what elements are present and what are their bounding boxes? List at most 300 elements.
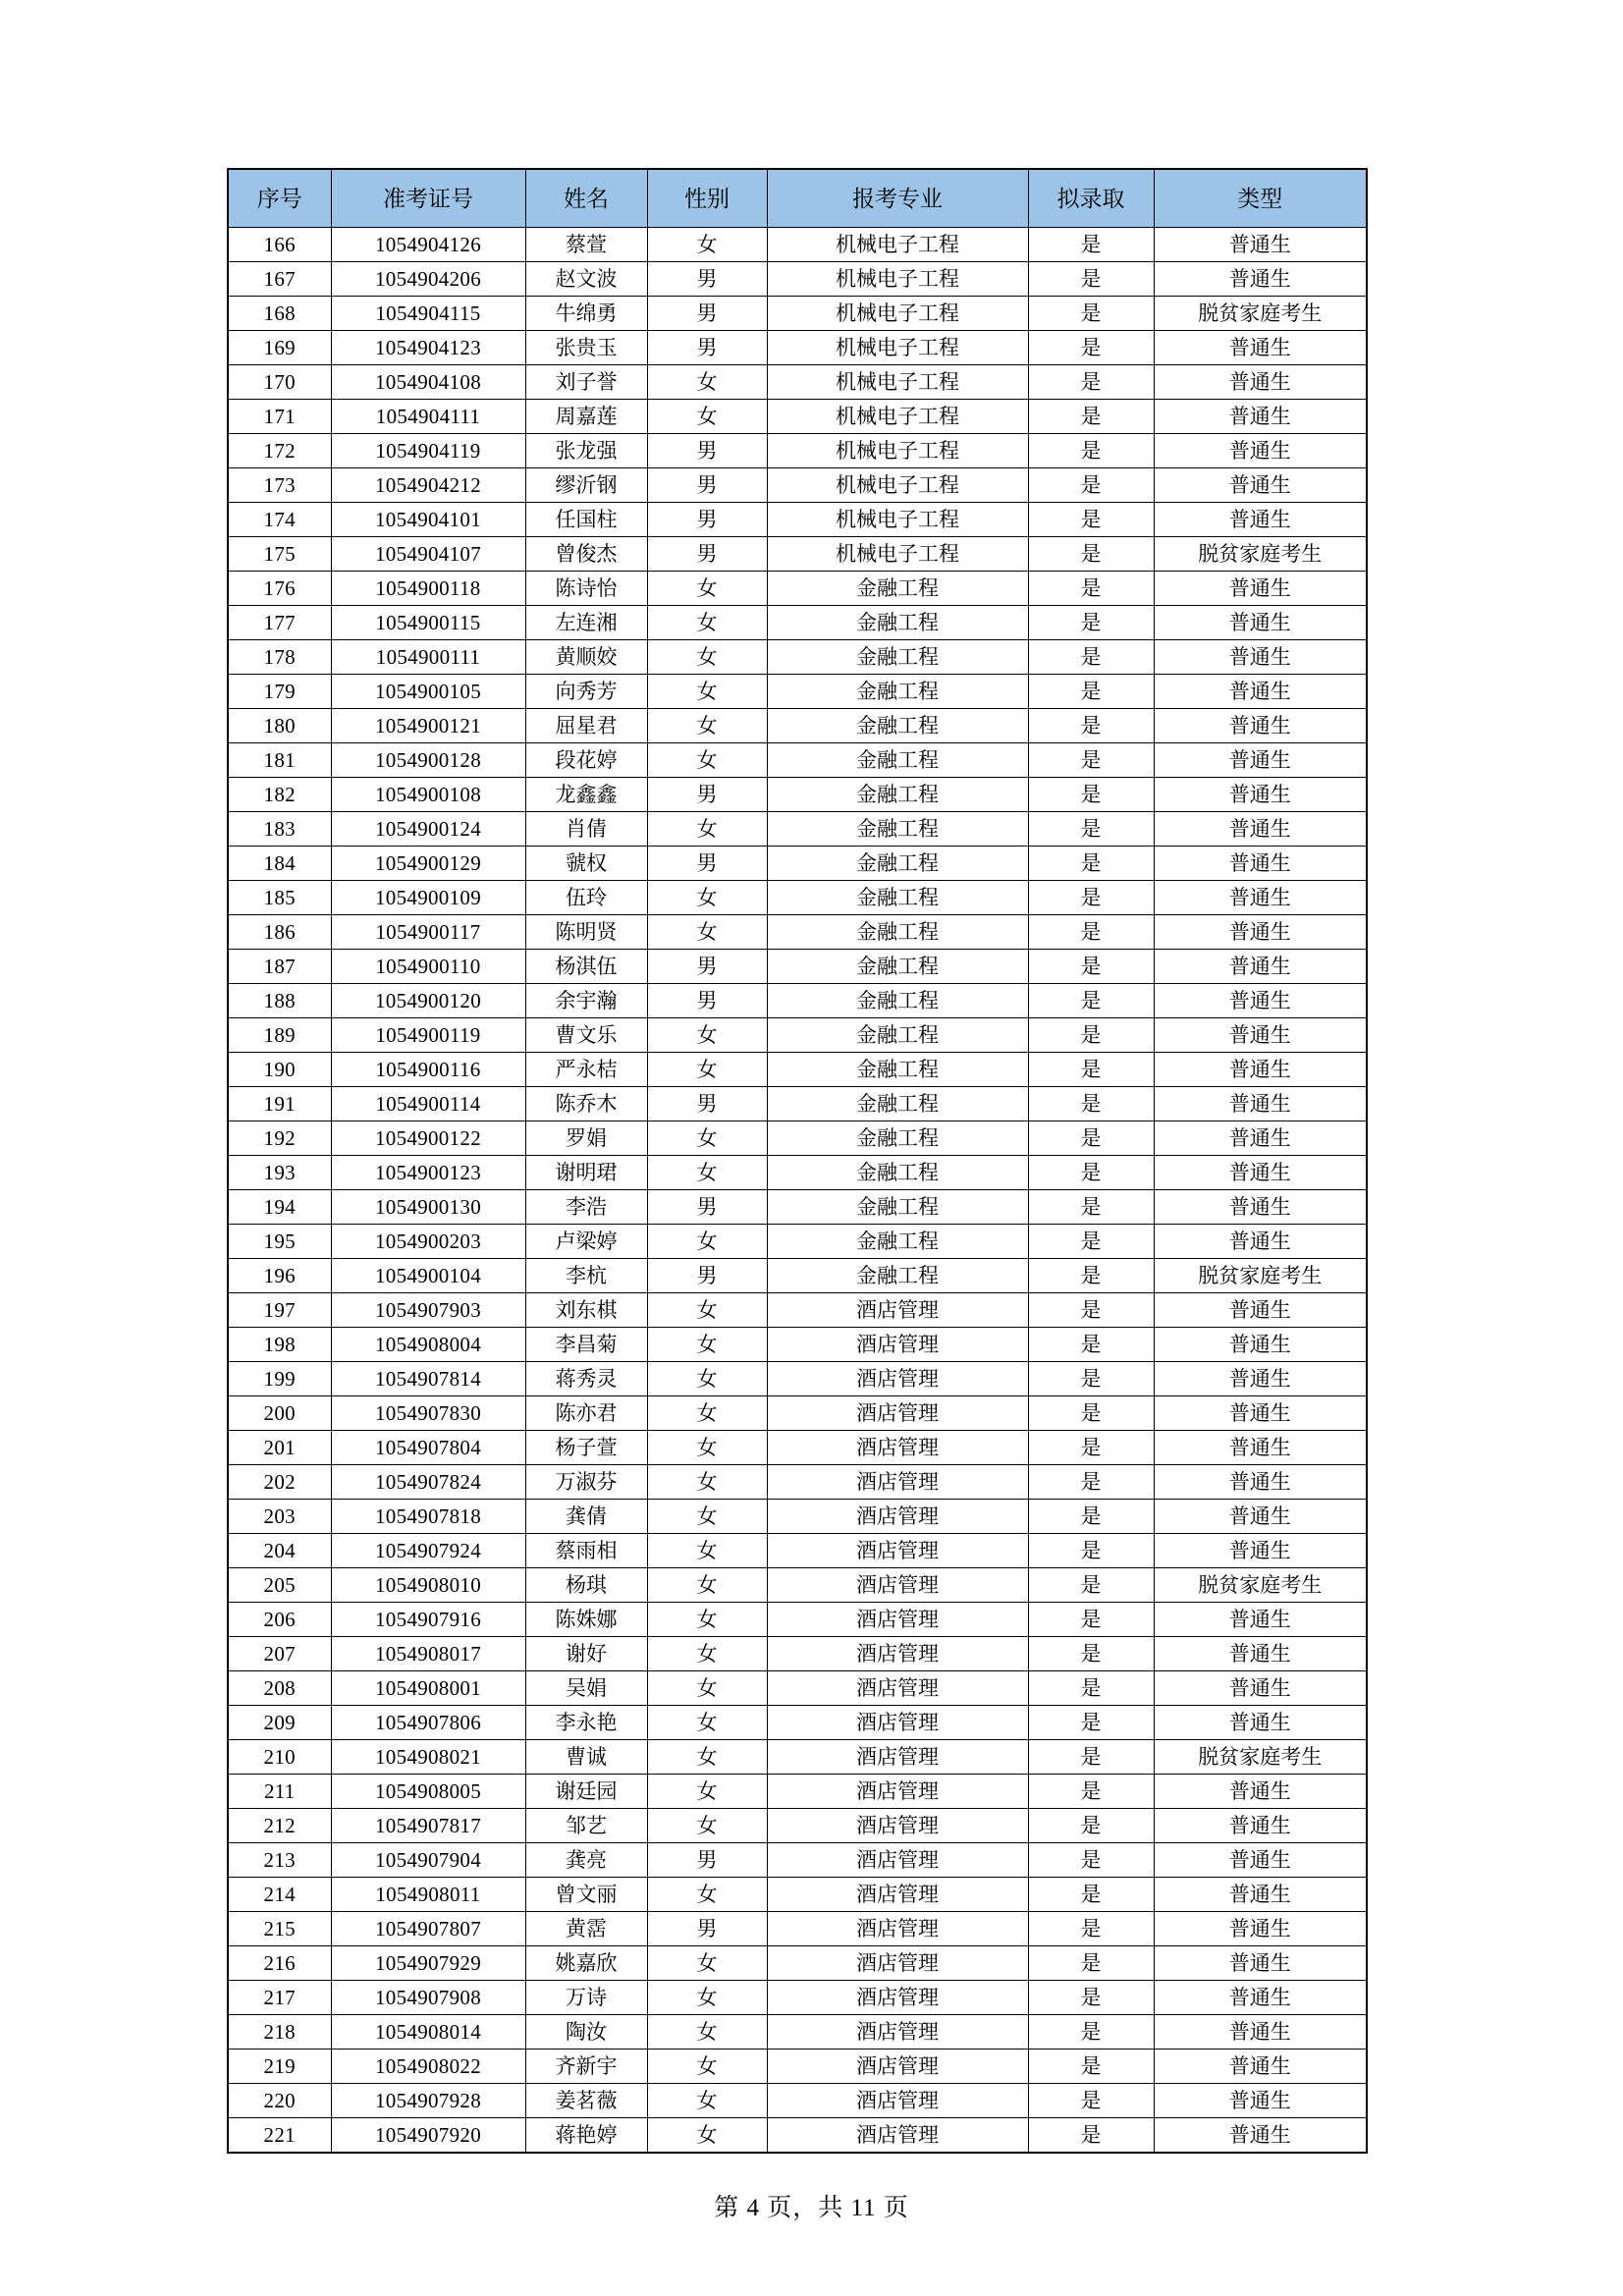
cell-type: 普通生 (1154, 400, 1367, 434)
cell-name: 严永桔 (525, 1053, 647, 1087)
cell-ticket: 1054900130 (331, 1190, 525, 1225)
table-row (228, 365, 1367, 400)
cell-major: 机械电子工程 (767, 503, 1028, 537)
table-row (228, 1775, 1367, 1809)
cell-seq: 194 (228, 1190, 331, 1225)
cell-name: 杨子萱 (525, 1431, 647, 1465)
cell-type: 脱贫家庭考生 (1154, 537, 1367, 572)
cell-type: 普通生 (1154, 1843, 1367, 1878)
table-row (228, 1637, 1367, 1671)
cell-admit: 是 (1028, 881, 1154, 915)
cell-gender: 女 (647, 1156, 767, 1190)
cell-major: 酒店管理 (767, 1500, 1028, 1534)
table-row (228, 1981, 1367, 2015)
cell-gender: 男 (647, 262, 767, 297)
cell-seq: 184 (228, 847, 331, 881)
cell-name: 陈乔木 (525, 1087, 647, 1121)
cell-admit: 是 (1028, 1362, 1154, 1396)
table-row (228, 1190, 1367, 1225)
column-header-name: 姓名 (525, 169, 647, 228)
cell-major: 酒店管理 (767, 1362, 1028, 1396)
cell-gender: 女 (647, 675, 767, 709)
cell-name: 万淑芬 (525, 1465, 647, 1500)
cell-admit: 是 (1028, 1740, 1154, 1775)
cell-admit: 是 (1028, 365, 1154, 400)
cell-ticket: 1054900108 (331, 778, 525, 812)
cell-major: 酒店管理 (767, 1809, 1028, 1843)
cell-admit: 是 (1028, 1396, 1154, 1431)
cell-name: 万诗 (525, 1981, 647, 2015)
cell-name: 刘子誉 (525, 365, 647, 400)
table-row (228, 2015, 1367, 2050)
cell-ticket: 1054900203 (331, 1225, 525, 1259)
cell-seq: 221 (228, 2118, 331, 2154)
cell-major: 酒店管理 (767, 1706, 1028, 1740)
cell-gender: 男 (647, 297, 767, 331)
cell-admit: 是 (1028, 915, 1154, 950)
cell-major: 机械电子工程 (767, 331, 1028, 365)
cell-seq: 218 (228, 2015, 331, 2050)
cell-name: 邹艺 (525, 1809, 647, 1843)
cell-major: 酒店管理 (767, 2015, 1028, 2050)
cell-name: 张贵玉 (525, 331, 647, 365)
table-row (228, 881, 1367, 915)
cell-name: 陈诗怡 (525, 572, 647, 606)
cell-ticket: 1054908021 (331, 1740, 525, 1775)
cell-major: 金融工程 (767, 881, 1028, 915)
cell-major: 酒店管理 (767, 1293, 1028, 1328)
cell-seq: 185 (228, 881, 331, 915)
cell-name: 曾文丽 (525, 1878, 647, 1912)
table-row (228, 1671, 1367, 1706)
cell-major: 酒店管理 (767, 1843, 1028, 1878)
cell-seq: 180 (228, 709, 331, 743)
cell-ticket: 1054907818 (331, 1500, 525, 1534)
cell-ticket: 1054907908 (331, 1981, 525, 2015)
table-row (228, 1293, 1367, 1328)
cell-admit: 是 (1028, 1053, 1154, 1087)
cell-name: 陶汝 (525, 2015, 647, 2050)
cell-type: 普通生 (1154, 572, 1367, 606)
cell-type: 普通生 (1154, 2015, 1367, 2050)
cell-admit: 是 (1028, 709, 1154, 743)
cell-seq: 212 (228, 1809, 331, 1843)
table-row (228, 1740, 1367, 1775)
cell-gender: 女 (647, 572, 767, 606)
cell-ticket: 1054907806 (331, 1706, 525, 1740)
cell-type: 普通生 (1154, 1362, 1367, 1396)
cell-admit: 是 (1028, 468, 1154, 503)
cell-admit: 是 (1028, 1259, 1154, 1293)
cell-major: 机械电子工程 (767, 537, 1028, 572)
cell-admit: 是 (1028, 228, 1154, 262)
cell-name: 姚嘉欣 (525, 1946, 647, 1981)
cell-major: 金融工程 (767, 1121, 1028, 1156)
cell-name: 蒋艳婷 (525, 2118, 647, 2154)
cell-name: 虢权 (525, 847, 647, 881)
cell-major: 金融工程 (767, 709, 1028, 743)
cell-seq: 173 (228, 468, 331, 503)
cell-type: 普通生 (1154, 1809, 1367, 1843)
cell-seq: 219 (228, 2050, 331, 2084)
cell-admit: 是 (1028, 537, 1154, 572)
cell-type: 普通生 (1154, 365, 1367, 400)
cell-type: 普通生 (1154, 1053, 1367, 1087)
cell-seq: 171 (228, 400, 331, 434)
cell-gender: 女 (647, 640, 767, 675)
cell-major: 酒店管理 (767, 1946, 1028, 1981)
cell-admit: 是 (1028, 1637, 1154, 1671)
cell-ticket: 1054907924 (331, 1534, 525, 1568)
table-row (228, 1568, 1367, 1603)
table-row (228, 228, 1367, 262)
table-row (228, 2084, 1367, 2118)
cell-name: 余宇瀚 (525, 984, 647, 1018)
cell-seq: 195 (228, 1225, 331, 1259)
cell-major: 机械电子工程 (767, 468, 1028, 503)
cell-admit: 是 (1028, 1981, 1154, 2015)
cell-major: 酒店管理 (767, 1568, 1028, 1603)
cell-type: 普通生 (1154, 1156, 1367, 1190)
table-body (228, 228, 1367, 2154)
table-row (228, 640, 1367, 675)
cell-name: 屈星君 (525, 709, 647, 743)
column-header-type: 类型 (1154, 169, 1367, 228)
cell-admit: 是 (1028, 1293, 1154, 1328)
cell-seq: 167 (228, 262, 331, 297)
cell-gender: 女 (647, 228, 767, 262)
cell-gender: 女 (647, 1603, 767, 1637)
cell-gender: 女 (647, 1121, 767, 1156)
cell-seq: 197 (228, 1293, 331, 1328)
table-row (228, 1087, 1367, 1121)
cell-gender: 男 (647, 1087, 767, 1121)
cell-seq: 196 (228, 1259, 331, 1293)
cell-gender: 女 (647, 743, 767, 778)
cell-admit: 是 (1028, 1190, 1154, 1225)
column-header-gender: 性别 (647, 169, 767, 228)
cell-major: 金融工程 (767, 847, 1028, 881)
cell-admit: 是 (1028, 297, 1154, 331)
cell-ticket: 1054904107 (331, 537, 525, 572)
column-header-major: 报考专业 (767, 169, 1028, 228)
cell-type: 普通生 (1154, 2118, 1367, 2154)
table-row (228, 1259, 1367, 1293)
cell-gender: 女 (647, 1018, 767, 1053)
cell-major: 酒店管理 (767, 1671, 1028, 1706)
cell-ticket: 1054907814 (331, 1362, 525, 1396)
cell-ticket: 1054908010 (331, 1568, 525, 1603)
cell-name: 曹诚 (525, 1740, 647, 1775)
table-row (228, 1843, 1367, 1878)
cell-name: 伍玲 (525, 881, 647, 915)
table-row (228, 1946, 1367, 1981)
cell-major: 机械电子工程 (767, 297, 1028, 331)
table-row (228, 847, 1367, 881)
cell-ticket: 1054904111 (331, 400, 525, 434)
table-row (228, 1328, 1367, 1362)
cell-seq: 216 (228, 1946, 331, 1981)
cell-admit: 是 (1028, 572, 1154, 606)
cell-major: 金融工程 (767, 915, 1028, 950)
cell-ticket: 1054907817 (331, 1809, 525, 1843)
table-row (228, 1809, 1367, 1843)
table-row (228, 1878, 1367, 1912)
table-row (228, 743, 1367, 778)
cell-seq: 172 (228, 434, 331, 468)
cell-admit: 是 (1028, 1465, 1154, 1500)
cell-type: 普通生 (1154, 984, 1367, 1018)
cell-gender: 女 (647, 1775, 767, 1809)
cell-type: 脱贫家庭考生 (1154, 1568, 1367, 1603)
table-row (228, 331, 1367, 365)
cell-seq: 177 (228, 606, 331, 640)
cell-major: 机械电子工程 (767, 434, 1028, 468)
cell-ticket: 1054907807 (331, 1912, 525, 1946)
cell-name: 赵文波 (525, 262, 647, 297)
cell-seq: 213 (228, 1843, 331, 1878)
cell-type: 普通生 (1154, 1603, 1367, 1637)
cell-gender: 女 (647, 1534, 767, 1568)
cell-admit: 是 (1028, 1603, 1154, 1637)
cell-admit: 是 (1028, 1843, 1154, 1878)
cell-major: 金融工程 (767, 1087, 1028, 1121)
table-row (228, 572, 1367, 606)
cell-ticket: 1054904212 (331, 468, 525, 503)
cell-seq: 200 (228, 1396, 331, 1431)
cell-seq: 182 (228, 778, 331, 812)
cell-admit: 是 (1028, 606, 1154, 640)
cell-type: 普通生 (1154, 606, 1367, 640)
cell-type: 普通生 (1154, 503, 1367, 537)
cell-admit: 是 (1028, 1706, 1154, 1740)
table-row (228, 812, 1367, 847)
cell-major: 酒店管理 (767, 1328, 1028, 1362)
cell-name: 李永艳 (525, 1706, 647, 1740)
cell-major: 金融工程 (767, 1053, 1028, 1087)
cell-name: 李杭 (525, 1259, 647, 1293)
cell-major: 机械电子工程 (767, 365, 1028, 400)
table-row (228, 262, 1367, 297)
cell-ticket: 1054900119 (331, 1018, 525, 1053)
cell-admit: 是 (1028, 331, 1154, 365)
cell-gender: 男 (647, 537, 767, 572)
cell-major: 机械电子工程 (767, 400, 1028, 434)
cell-seq: 210 (228, 1740, 331, 1775)
cell-type: 普通生 (1154, 1946, 1367, 1981)
table-row (228, 1534, 1367, 1568)
cell-admit: 是 (1028, 1534, 1154, 1568)
cell-gender: 女 (647, 1431, 767, 1465)
cell-ticket: 1054900104 (331, 1259, 525, 1293)
column-header-seq: 序号 (228, 169, 331, 228)
cell-ticket: 1054907928 (331, 2084, 525, 2118)
page-footer: 第 4 页，共 11 页 (714, 2195, 909, 2221)
cell-gender: 男 (647, 847, 767, 881)
cell-admit: 是 (1028, 1087, 1154, 1121)
cell-name: 牛绵勇 (525, 297, 647, 331)
cell-gender: 女 (647, 1053, 767, 1087)
cell-seq: 203 (228, 1500, 331, 1534)
admission-roster-table-wrapper (227, 168, 1366, 2154)
cell-type: 普通生 (1154, 1671, 1367, 1706)
cell-gender: 女 (647, 1671, 767, 1706)
cell-major: 金融工程 (767, 1259, 1028, 1293)
cell-gender: 男 (647, 778, 767, 812)
cell-admit: 是 (1028, 1328, 1154, 1362)
cell-ticket: 1054907830 (331, 1396, 525, 1431)
cell-ticket: 1054908004 (331, 1328, 525, 1362)
cell-seq: 175 (228, 537, 331, 572)
cell-admit: 是 (1028, 1121, 1154, 1156)
cell-major: 酒店管理 (767, 1465, 1028, 1500)
cell-name: 龚亮 (525, 1843, 647, 1878)
cell-seq: 176 (228, 572, 331, 606)
cell-major: 金融工程 (767, 1225, 1028, 1259)
cell-type: 普通生 (1154, 847, 1367, 881)
cell-name: 缪沂钢 (525, 468, 647, 503)
cell-name: 杨琪 (525, 1568, 647, 1603)
cell-ticket: 1054904206 (331, 262, 525, 297)
cell-name: 龙鑫鑫 (525, 778, 647, 812)
cell-ticket: 1054907903 (331, 1293, 525, 1328)
cell-major: 金融工程 (767, 812, 1028, 847)
cell-gender: 女 (647, 1396, 767, 1431)
cell-ticket: 1054900109 (331, 881, 525, 915)
cell-ticket: 1054908017 (331, 1637, 525, 1671)
cell-gender: 女 (647, 2084, 767, 2118)
cell-ticket: 1054907929 (331, 1946, 525, 1981)
cell-admit: 是 (1028, 950, 1154, 984)
cell-type: 普通生 (1154, 1431, 1367, 1465)
cell-major: 酒店管理 (767, 1981, 1028, 2015)
table-row (228, 915, 1367, 950)
cell-name: 蔡雨相 (525, 1534, 647, 1568)
cell-gender: 女 (647, 2050, 767, 2084)
cell-seq: 198 (228, 1328, 331, 1362)
cell-major: 金融工程 (767, 743, 1028, 778)
cell-seq: 181 (228, 743, 331, 778)
cell-admit: 是 (1028, 1878, 1154, 1912)
table-row (228, 1603, 1367, 1637)
cell-major: 金融工程 (767, 950, 1028, 984)
cell-gender: 女 (647, 365, 767, 400)
cell-type: 普通生 (1154, 228, 1367, 262)
cell-admit: 是 (1028, 2118, 1154, 2154)
cell-admit: 是 (1028, 1500, 1154, 1534)
cell-type: 普通生 (1154, 262, 1367, 297)
cell-seq: 206 (228, 1603, 331, 1637)
cell-ticket: 1054904123 (331, 331, 525, 365)
cell-name: 龚倩 (525, 1500, 647, 1534)
cell-gender: 男 (647, 984, 767, 1018)
cell-ticket: 1054900124 (331, 812, 525, 847)
table-row (228, 1431, 1367, 1465)
cell-name: 吴娟 (525, 1671, 647, 1706)
cell-ticket: 1054900110 (331, 950, 525, 984)
cell-type: 普通生 (1154, 743, 1367, 778)
table-row (228, 984, 1367, 1018)
cell-major: 金融工程 (767, 640, 1028, 675)
cell-type: 脱贫家庭考生 (1154, 297, 1367, 331)
cell-major: 酒店管理 (767, 1534, 1028, 1568)
cell-type: 普通生 (1154, 915, 1367, 950)
cell-gender: 女 (647, 2118, 767, 2154)
cell-type: 普通生 (1154, 2050, 1367, 2084)
cell-gender: 女 (647, 1946, 767, 1981)
cell-ticket: 1054907916 (331, 1603, 525, 1637)
cell-major: 金融工程 (767, 778, 1028, 812)
cell-seq: 215 (228, 1912, 331, 1946)
cell-major: 机械电子工程 (767, 228, 1028, 262)
cell-admit: 是 (1028, 675, 1154, 709)
cell-admit: 是 (1028, 812, 1154, 847)
cell-seq: 193 (228, 1156, 331, 1190)
table-header (228, 169, 1367, 228)
cell-type: 普通生 (1154, 950, 1367, 984)
cell-ticket: 1054900121 (331, 709, 525, 743)
cell-type: 普通生 (1154, 331, 1367, 365)
cell-name: 蔡萱 (525, 228, 647, 262)
cell-ticket: 1054904115 (331, 297, 525, 331)
table-row (228, 400, 1367, 434)
table-row (228, 1706, 1367, 1740)
cell-name: 谢好 (525, 1637, 647, 1671)
cell-seq: 199 (228, 1362, 331, 1396)
cell-admit: 是 (1028, 434, 1154, 468)
cell-major: 酒店管理 (767, 1878, 1028, 1912)
table-row (228, 537, 1367, 572)
cell-seq: 166 (228, 228, 331, 262)
cell-ticket: 1054907920 (331, 2118, 525, 2154)
cell-name: 肖倩 (525, 812, 647, 847)
cell-gender: 女 (647, 812, 767, 847)
cell-name: 左连湘 (525, 606, 647, 640)
table-row (228, 468, 1367, 503)
cell-name: 李浩 (525, 1190, 647, 1225)
cell-admit: 是 (1028, 1431, 1154, 1465)
cell-type: 普通生 (1154, 1190, 1367, 1225)
cell-ticket: 1054900105 (331, 675, 525, 709)
cell-seq: 189 (228, 1018, 331, 1053)
cell-gender: 女 (647, 1362, 767, 1396)
cell-major: 机械电子工程 (767, 262, 1028, 297)
cell-name: 向秀芳 (525, 675, 647, 709)
cell-seq: 179 (228, 675, 331, 709)
cell-gender: 女 (647, 1328, 767, 1362)
cell-type: 普通生 (1154, 675, 1367, 709)
cell-ticket: 1054900114 (331, 1087, 525, 1121)
column-header-ticket: 准考证号 (331, 169, 525, 228)
cell-admit: 是 (1028, 1671, 1154, 1706)
cell-name: 谢明珺 (525, 1156, 647, 1190)
cell-gender: 女 (647, 881, 767, 915)
cell-seq: 188 (228, 984, 331, 1018)
cell-ticket: 1054904126 (331, 228, 525, 262)
cell-seq: 178 (228, 640, 331, 675)
cell-name: 陈姝娜 (525, 1603, 647, 1637)
cell-ticket: 1054908011 (331, 1878, 525, 1912)
table-row (228, 2118, 1367, 2154)
cell-major: 金融工程 (767, 984, 1028, 1018)
cell-seq: 192 (228, 1121, 331, 1156)
cell-ticket: 1054900115 (331, 606, 525, 640)
cell-gender: 女 (647, 1809, 767, 1843)
cell-admit: 是 (1028, 1156, 1154, 1190)
column-header-admit: 拟录取 (1028, 169, 1154, 228)
cell-admit: 是 (1028, 2050, 1154, 2084)
cell-type: 普通生 (1154, 881, 1367, 915)
